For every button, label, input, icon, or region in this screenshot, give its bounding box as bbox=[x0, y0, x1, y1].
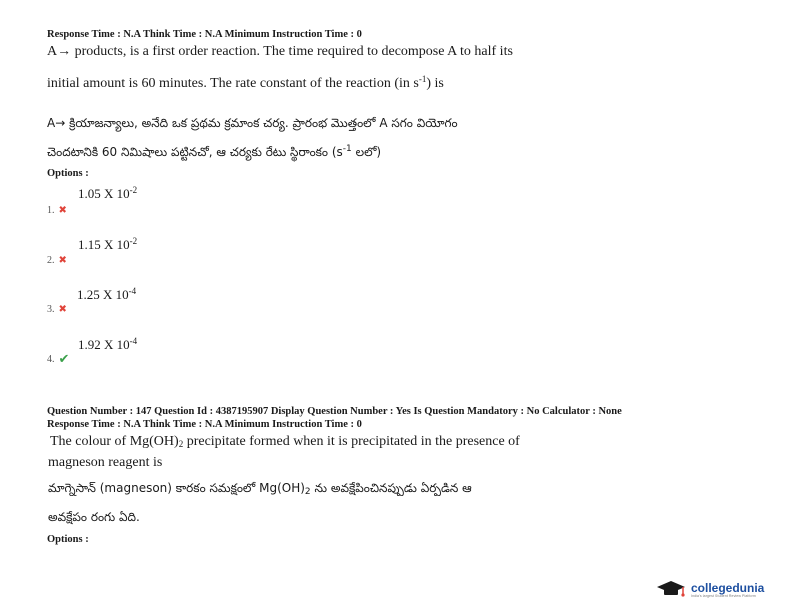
q1-question-text-en-line1: A→ products, is a first order reaction. The time required to decompose A to half its bbox=[47, 44, 513, 59]
q1-question-text-en-line2 bbox=[47, 76, 444, 92]
wrong-cross-icon: ✖ bbox=[58, 205, 67, 216]
correct-check-icon: ✔ bbox=[58, 352, 70, 367]
q1-option-4-value bbox=[78, 337, 137, 353]
q2-text-en-line1-sub: 2 bbox=[178, 439, 184, 449]
q2-question-text-en-line2: magneson reagent is bbox=[48, 455, 163, 470]
q1-option-1-marker bbox=[47, 205, 67, 216]
q1-question-text-te-line2 bbox=[47, 145, 381, 162]
q2-text-te-line1-tail: ను అవక్షేపించినప్పుడు ఏర్పడిన ఆ bbox=[310, 481, 472, 495]
q2-question-text-te-line1 bbox=[48, 481, 472, 498]
q1-option-3-value bbox=[77, 287, 136, 303]
collegedunia-logo bbox=[656, 580, 764, 600]
q1-option-1-base: 1.05 X 10 bbox=[78, 186, 130, 201]
graduation-cap-icon bbox=[656, 580, 686, 600]
q1-option-2-marker bbox=[47, 255, 67, 266]
q2-text-en-line1-main: The colour of Mg(OH) bbox=[50, 434, 179, 449]
q1-options-label: Options : bbox=[47, 168, 89, 179]
q2-question-text-te-line2: అవక్షేపం రంగు ఏది. bbox=[48, 510, 140, 524]
q1-option-4-base: 1.92 X 10 bbox=[78, 337, 130, 352]
q1-text-en-line2-main: initial amount is 60 minutes. The rate constant of the reaction (in s bbox=[47, 76, 419, 91]
q1-option-2-exponent: -2 bbox=[129, 236, 138, 246]
q1-option-2-number: 2. bbox=[47, 255, 55, 266]
logo-wordmark: collegedunia bbox=[691, 581, 765, 595]
q2-response-time-meta: Response Time : N.A Think Time : N.A Minimum Instruction Time : 0 bbox=[47, 419, 362, 430]
q1-option-1-number: 1. bbox=[47, 205, 55, 216]
q1-option-4-exponent: -4 bbox=[129, 336, 138, 346]
q1-text-te-line2-tail: లలో) bbox=[351, 145, 382, 159]
q1-option-2-base: 1.15 X 10 bbox=[78, 237, 130, 252]
q1-option-1-exponent: -2 bbox=[129, 185, 138, 195]
wrong-cross-icon: ✖ bbox=[58, 304, 67, 315]
q2-question-meta: Question Number : 147 Question Id : 4387195907 Display Question Number : Yes Is Question Mandatory : No Calculator : None bbox=[47, 406, 622, 417]
q1-text-te-line2-main: చెందటానికి 60 నిమిషాలు పట్టినచో, ఆ చర్యకు రేటు స్థిరాంకం (s bbox=[47, 145, 343, 159]
q2-text-en-line1-tail: precipitate formed when it is precipitated in the presence of bbox=[183, 434, 520, 449]
wrong-cross-icon: ✖ bbox=[58, 255, 67, 266]
q1-text-en-line2-tail: ) is bbox=[426, 76, 444, 91]
logo-tagline: India's largest Student Review Platform bbox=[691, 594, 756, 598]
q1-text-en-line2-sup: -1 bbox=[418, 74, 427, 84]
q1-question-text-te-line1: A→ క్రియాజన్యాలు, అనేది ఒక ప్రథమ క్రమాంక చర్య. ప్రారంభ మొత్తంలో A సగం వియోగం bbox=[47, 116, 458, 130]
q2-question-text-en-line1 bbox=[50, 434, 520, 450]
q2-text-te-line1-main: మాగ్నెసాన్ (magneson) కారకం సమక్షంలో Mg(OH) bbox=[48, 481, 305, 495]
q1-option-2-value bbox=[78, 237, 137, 253]
q1-option-4-number: 4. bbox=[47, 354, 55, 365]
q1-response-time-meta: Response Time : N.A Think Time : N.A Minimum Instruction Time : 0 bbox=[47, 29, 362, 40]
q2-options-label: Options : bbox=[47, 534, 89, 545]
q1-option-3-exponent: -4 bbox=[128, 286, 137, 296]
q1-option-3-marker bbox=[47, 304, 67, 315]
q1-option-3-number: 3. bbox=[47, 304, 55, 315]
q1-option-3-base: 1.25 X 10 bbox=[77, 287, 129, 302]
q1-option-4-marker bbox=[47, 352, 69, 367]
q2-text-te-line1-sub: 2 bbox=[304, 487, 311, 497]
q1-option-1-value bbox=[78, 186, 137, 202]
q1-text-te-line2-sup: -1 bbox=[342, 144, 352, 154]
